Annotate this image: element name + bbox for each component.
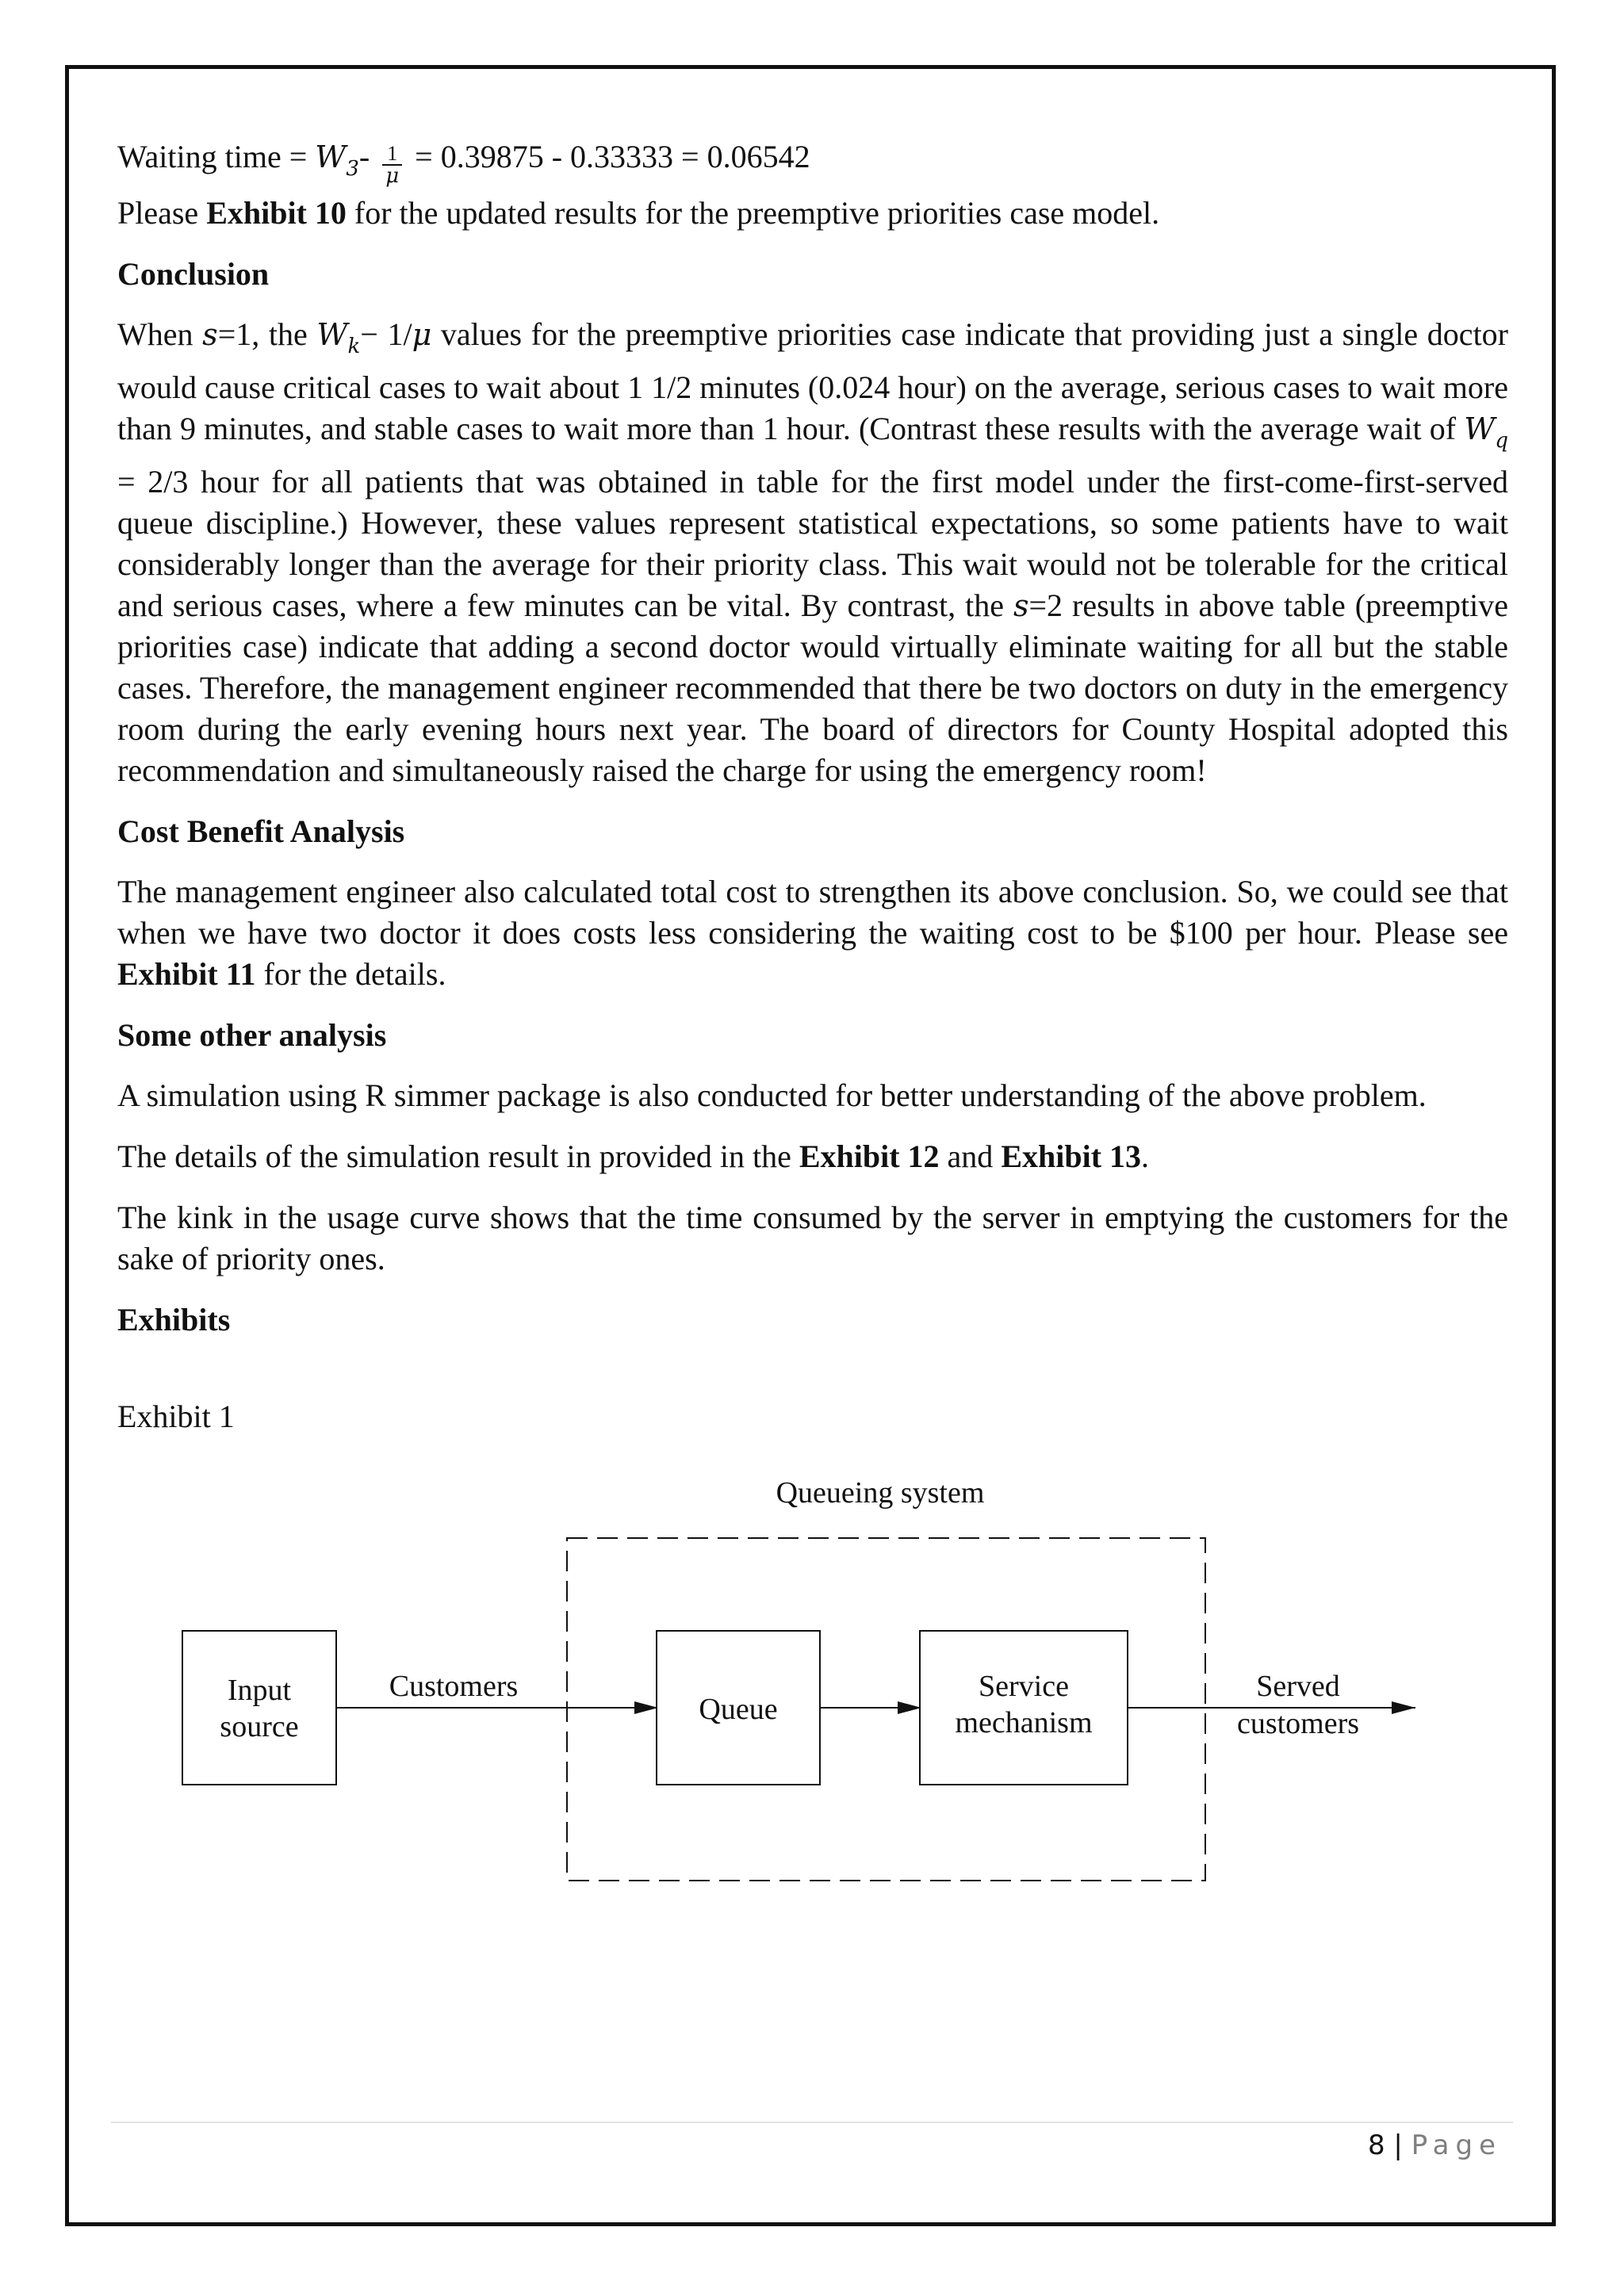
exhibit11-ref: Exhibit 11 bbox=[117, 956, 256, 992]
cost-benefit-heading: Cost Benefit Analysis bbox=[117, 813, 405, 849]
page-content bbox=[117, 136, 1508, 1457]
page-number: 8 bbox=[1367, 2130, 1385, 2161]
page-word: Page bbox=[1411, 2130, 1502, 2161]
fraction-numerator: 1 bbox=[382, 144, 402, 166]
exhibit10-reference bbox=[117, 193, 1508, 234]
simulation-paragraph: A simulation using R simmer package is also conducted for better understanding of the above problem. bbox=[117, 1077, 1427, 1113]
cost-benefit-paragraph bbox=[117, 871, 1508, 995]
other-analysis-heading: Some other analysis bbox=[117, 1017, 387, 1053]
s-symbol: s bbox=[1013, 588, 1029, 623]
queue-label: Queue bbox=[699, 1693, 778, 1726]
text-run: for the updated results for the preemptive priorities case model. bbox=[346, 195, 1160, 231]
text-run: for the details. bbox=[255, 956, 446, 992]
page-footer bbox=[1368, 2130, 1502, 2161]
text-run: Please bbox=[117, 195, 207, 231]
exhibits-heading: Exhibits bbox=[117, 1302, 231, 1337]
kink-paragraph: The kink in the usage curve shows that the time consumed by the server in emptying the customers for the sake of priority ones. bbox=[117, 1200, 1508, 1276]
text-run: The management engineer also calculated total cost to strengthen its above conclusion. So, we could see that when we have two doctor it does costs less considering the waiting cost to be $100 per hour. Please see bbox=[117, 874, 1508, 951]
customers-label: Customers bbox=[389, 1670, 519, 1703]
text-run: The details of the simulation result in provided in the bbox=[117, 1138, 799, 1174]
text-run: When bbox=[117, 316, 203, 352]
queueing-system-diagram bbox=[159, 1471, 1443, 1899]
waiting-time-result: = 0.39875 - 0.33333 = 0.06542 bbox=[415, 139, 810, 174]
w-symbol: W bbox=[1464, 411, 1496, 446]
input-source-line1: Input bbox=[227, 1674, 292, 1707]
served-line1: Served bbox=[1256, 1670, 1340, 1703]
input-source-line2: source bbox=[220, 1710, 299, 1743]
served-line2: customers bbox=[1236, 1707, 1360, 1740]
w-symbol: W bbox=[315, 140, 347, 174]
text-run: values for the preemptive priorities case indicate that providing just a single doctor would cause critical cases to wait about 1 1/2 minutes (0.024 hour) on the average, serious cases to wait more than 9 minutes, and stable cases to wait more than 1 hour. (Contrast these results with the average wait of bbox=[117, 316, 1508, 446]
customers-arrowhead bbox=[634, 1701, 658, 1714]
w-subscript-k: k bbox=[347, 335, 361, 358]
dash: - bbox=[358, 139, 370, 174]
text-run: . bbox=[1141, 1138, 1150, 1174]
simulation-details-paragraph bbox=[117, 1136, 1508, 1177]
queue-to-service-arrowhead bbox=[898, 1701, 921, 1714]
s-symbol: s bbox=[202, 317, 218, 352]
exhibit1-label: Exhibit 1 bbox=[117, 1399, 235, 1434]
served-arrowhead bbox=[1392, 1701, 1415, 1714]
text-run: =2 results in above table (preemptive priorities case) indicate that adding a second doctor would virtually eliminate waiting for all but the stable cases. Therefore, the management engineer recommended that there be two doctors on duty in the emergency room during the early evening hours next year. The board of directors for County Hospital adopted this recommendation and simultaneously raised the charge for using the emergency room! bbox=[117, 587, 1508, 788]
w-subscript: 3 bbox=[346, 157, 359, 181]
text-run: =1, the bbox=[217, 316, 317, 352]
text-run: − 1/ bbox=[360, 316, 412, 352]
service-line1: Service bbox=[979, 1670, 1069, 1703]
exhibit10-ref: Exhibit 10 bbox=[206, 195, 347, 231]
input-source-box bbox=[182, 1631, 336, 1785]
waiting-time-label: Waiting time = bbox=[117, 139, 308, 174]
exhibit13-ref: Exhibit 13 bbox=[1001, 1138, 1142, 1174]
w-subscript-q: q bbox=[1495, 429, 1508, 453]
conclusion-heading: Conclusion bbox=[117, 256, 270, 292]
mu-symbol: μ bbox=[412, 317, 432, 352]
one-over-mu-fraction bbox=[382, 141, 402, 188]
w-symbol: W bbox=[316, 317, 348, 352]
waiting-time-equation bbox=[117, 136, 1508, 189]
service-line2: mechanism bbox=[955, 1706, 1093, 1739]
exhibit12-ref: Exhibit 12 bbox=[799, 1138, 940, 1174]
fraction-denominator: μ bbox=[385, 163, 400, 188]
footer-separator: | bbox=[1393, 2130, 1403, 2161]
footer-divider bbox=[111, 2122, 1513, 2123]
queueing-system-label: Queueing system bbox=[776, 1476, 985, 1510]
text-run: and bbox=[939, 1138, 1002, 1174]
conclusion-paragraph bbox=[117, 314, 1508, 791]
text-run: = 2/3 hour for all patients that was obtained in table for the first model under the first-come-first-served queue discipline.) However, these values represent statistical expectations, so some patients have to wait considerably longer than the average for their priority class. This wait would not be tolerable for the critical and serious cases, where a few minutes can be vital. By contrast, the bbox=[117, 464, 1508, 623]
